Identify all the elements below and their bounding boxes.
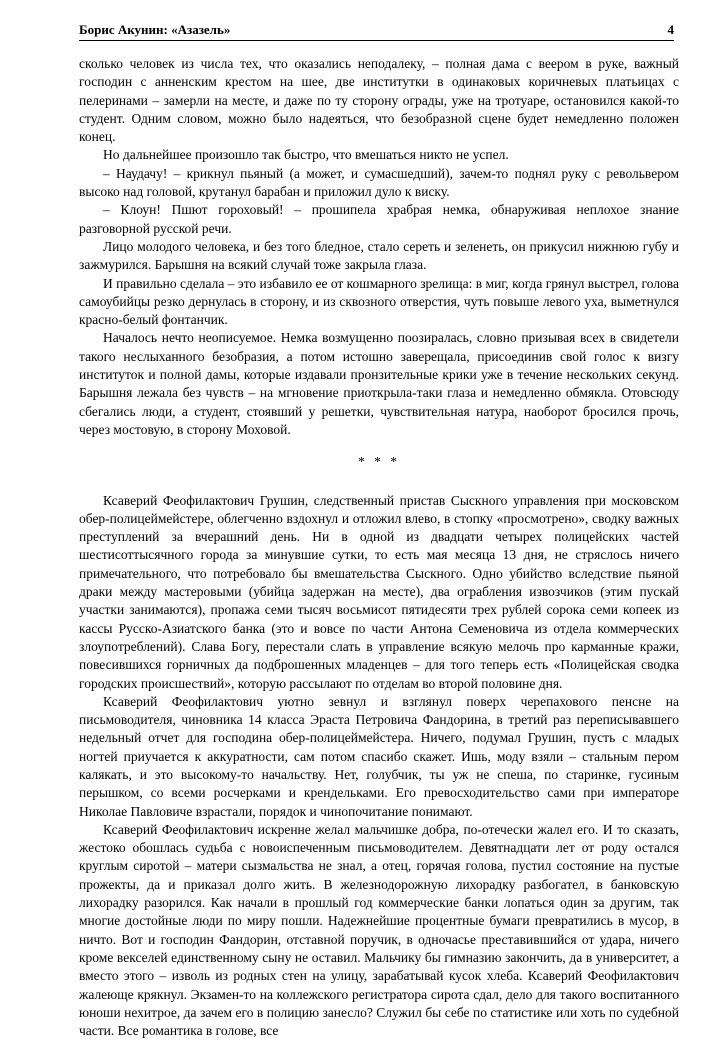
paragraph: Ксаверий Феофилактович Грушин, следственный пристав Сыскного управления при московском обер-полицеймейстере, облегченно вздохнул и отложил влево, в стопку «просмотрено», сводку важных преступлений за вчерашний день. Ни в одной из двадцати четырех полицейских частей шестисоттысячного города за минувшие сутки, то есть мая месяца 13 дня, не стряслось ничего примечательного, что потребовало бы вмешательства Сыскного. Одно убийство вследствие пьяной драки между мастеровыми (убийца задержан на месте), два ограбления извозчиков (этим пускай участки занимаются), пропажа семи тысяч восьмисот пятидесяти трех рублей сорока семи копеек из кассы Русско-Азиатского банка (это и вовсе по части Антона Семеновича из отдела коммерческих злоупотреблений). Слава Богу, перестали слать в управление всякую мелочь про карманные кражи, повесившихся горничных да подброшенных младенцев – для того теперь есть «Полицейская сводка городских происшествий», которую рассылают по отделам во второй половине дня. [79,492,679,691]
paragraph: – Наудачу! – крикнул пьяный (а может, и сумасшедший), зачем-то поднял руку с револьвером высоко над головой, крутанул барабан и приложил дуло к виску. [79,165,679,200]
header-divider [79,40,674,41]
paragraph: Ксаверий Феофилактович уютно зевнул и взглянул поверх черепахового пенсне на письмоводителя, чиновника 14 класса Эраста Петровича Фандорина, в третий раз переписывавшего недельный отчет для господина обер-полицеймейстера. Ничего, подумал Грушин, пусть с младых ногтей приучается к аккуратности, сам потом спасибо скажет. Ишь, моду взяли – стальным пером калякать, и это высокому-то начальству. Нет, голубчик, ты уж не спеша, по старинке, гусиным перышком, со всеми росчерками и крендельками. Его превосходительство сами при императоре Николае Павловиче взрастали, порядок и чинопочитание понимают. [79,693,679,819]
paragraph: Началось нечто неописуемое. Немка возмущенно поозиралась, словно призывая всех в свидетели такого неслыханного безобразия, а потом истошно заверещала, присоединив свой голос к визгу институток и полной дамы, которые издавали пронзительные крики уже в течение нескольких секунд. Барышня лежала без чувств – на мгновение приоткрыла-таки глаза и немедленно обмякла. Отовсюду сбегались люди, а студент, стоявший у решетки, чувствительная натура, наоборот бросился прочь, через мостовую, в сторону Моховой. [79,330,679,437]
paragraph: – Клоун! Пшют гороховый! – прошипела храбрая немка, обнаруживая неплохое знание разговорной русской речи. [79,202,679,236]
paragraph: Но дальнейшее произошло так быстро, что вмешаться никто не успел. [103,147,509,163]
running-header [79,22,674,40]
section-separator: * * * [358,454,400,470]
header-title: Борис Акунин: «Азазель» [79,22,231,37]
paragraph: Ксаверий Феофилактович искренне желал мальчишке добра, по-отечески жалел его. И то сказать, жестоко обошлась судьба с новоиспеченным письмоводителем. Девятнадцати лет от роду остался круглым сиротой – матери сызмальства не знал, а отец, горячая голова, пустил состояние на пустые прожекты, да и приказал долго жить. В железнодорожную лихорадку разбогател, в банковскую лихорадку разорился. Как начали в прошлый год коммерческие банки лопаться один за другим, так многие достойные люди по миру пошли. Надежнейшие процентные бумаги превратились в мусор, в ничто. Вот и господин Фандорин, отставной поручик, в одночасье преставившийся от удара, ничего кроме векселей единственному сыну не оставил. Мальчику бы гимназию закончить, да в университет, а вместо этого – изволь из родных стен на улицу, зарабатывай кусок хлеба. Ксаверий Феофилактович жалеюще крякнул. Экзамен-то на коллежского регистратора сирота сдал, дело для такого воспитанного юноши нехитрое, да зачем его в полицию занесло? Служил бы себе по статистике или хоть по судебной части. Все романтика в голове, все [79,821,679,1039]
paragraph: Лицо молодого человека, и без того бледное, стало сереть и зеленеть, он прикусил нижнюю губу и зажмурился. Барышня на всякий случай тоже закрыла глаза. [79,238,679,273]
body-text [79,55,679,1040]
page-number: 4 [667,22,674,37]
paragraph: И правильно сделала – это избавило ее от кошмарного зрелища: в миг, когда грянул выстрел, голова самоубийцы резко дернулась в сторону, и из сквозного отверстия, чуть повыше левого уха, выметнулся красно-белый фонтанчик. [79,275,679,328]
paragraph: сколько человек из числа тех, что оказались неподалеку, – полная дама с веером в руке, важный господин с анненским крестом на шее, две институтки в одинаковых коричневых платьицах с пелеринами – замерли на месте, и даже по ту сторону ограды, уже на тротуаре, остановился какой-то студент. Одним словом, можно было надеяться, что безобразной сцене будет немедленно положен конец. [79,56,679,145]
